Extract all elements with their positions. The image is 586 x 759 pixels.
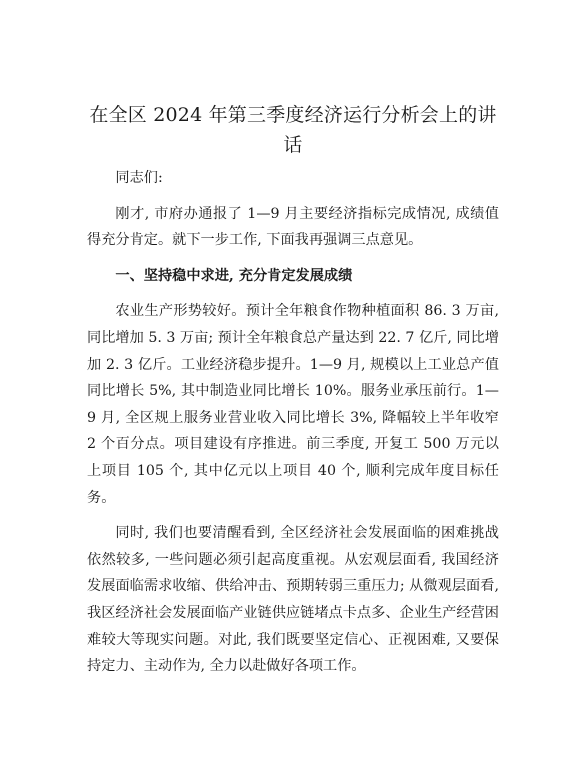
section-paragraph: 同时, 我们也要清醒看到, 全区经济社会发展面临的困难挑战依然较多, 一些问题必须引起高度重视。从宏观层面看, 我国经济发展面临需求收缩、供给冲击、预期转弱三重压力; 从微观层面看, 我区经济社会发展面临产业链供应链堵点卡点多、企业生产经营困难较大等现实问题。对此, 我们既要坚定信心、正视困难, 又要保持定力、主动作为, 全力以赴做好各项工作。 (87, 525, 499, 675)
salutation: 同志们: (115, 170, 163, 186)
section-paragraph: 农业生产形势较好。预计全年粮食作物种植面积 86. 3 万亩, 同比增加 5. 3 万亩; 预计全年粮食总产量达到 22. 7 亿斤, 同比增加 2. 3 亿斤。工业经济稳步提升。1—9 月, 规模以上工业总产值同比增长 5%, 其中制造业同比增长 10%。服务业承压前行。1—9 月, 全区规上服务业营业收入同比增长 3%, 降幅较上半年收窄 2 个百分点。项目建设有序推进。前三季度, 开复工 500 万元以上项目 105 个, 其中亿元以上项目 40 个, 顺利完成年度目标任务。 (87, 303, 499, 506)
document-title: 在全区 2024 年第三季度经济运行分析会上的讲话 (89, 104, 497, 156)
intro-paragraph: 刚才, 市府办通报了 1—9 月主要经济指标完成情况, 成绩值得充分肯定。就下一步工作, 下面我再强调三点意见。 (87, 205, 499, 249)
section-heading: 一、坚持稳中求进, 充分肯定发展成绩 (115, 267, 353, 284)
document-body (87, 165, 499, 689)
